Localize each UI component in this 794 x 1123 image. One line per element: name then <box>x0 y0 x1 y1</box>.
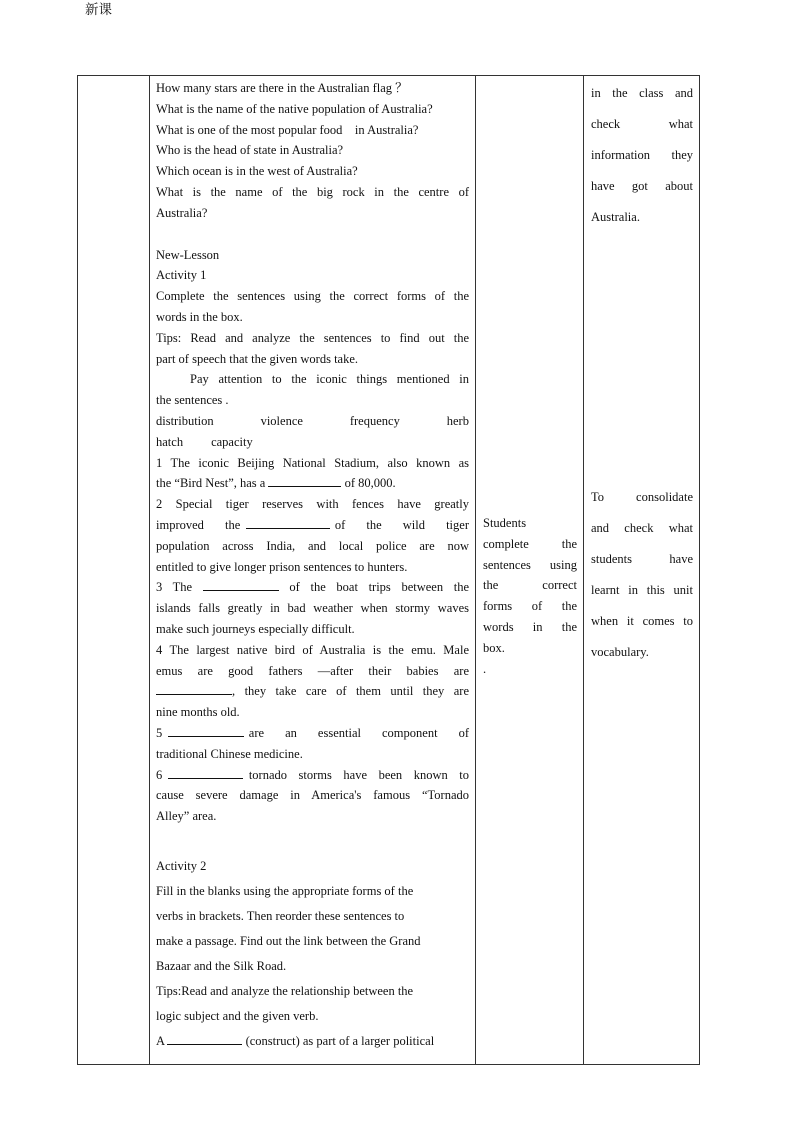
sentence-3-text-b: of the boat trips between the <box>289 580 470 595</box>
question-5: Which ocean is in the west of Australia? <box>156 164 358 179</box>
purpose-line: when it comes to <box>591 614 693 628</box>
word-box-item: violence <box>260 413 303 428</box>
word-box-item: frequency <box>349 413 400 428</box>
purpose-line: have got about <box>591 179 693 193</box>
student-activity-text <box>483 513 577 679</box>
purpose-line: vocabulary. <box>591 645 649 659</box>
table-row <box>78 76 700 1065</box>
fill-blank <box>168 723 244 737</box>
sentence-6-text-a: 6 <box>156 767 163 782</box>
student-line: sentences using <box>483 557 577 572</box>
word-box-item: capacity <box>211 434 253 449</box>
sentence-1-text-b: of 80,000. <box>344 476 396 491</box>
question-6-line-1: What is the name of the big rock in the centre of <box>156 184 469 199</box>
sentence-2-line-2 <box>156 515 469 536</box>
sentence-4-line-2: emus are good fathers —after their babies are <box>156 663 469 678</box>
fill-blank <box>168 765 243 779</box>
question-2: What is the name of the native population of Australia? <box>156 101 433 116</box>
word-box-row-2 <box>156 432 469 453</box>
sentence-3-line-1 <box>156 577 469 598</box>
word-box-item: distribution <box>156 413 214 428</box>
tips-1-line-3: Pay attention to the iconic things mentioned in <box>190 372 469 387</box>
sentence-1-line-2 <box>156 473 469 494</box>
stage-label: 新课 <box>85 2 112 18</box>
tips-1-line-2: part of speech that the given words take. <box>156 351 359 366</box>
tips-1-line-1: Tips: Read and analyze the sentences to find out the <box>156 330 469 345</box>
student-line: box. <box>483 640 505 655</box>
word-box-row-1 <box>156 411 469 432</box>
activity-2-instruction-line-3: make a passage. Find out the link between the Grand <box>156 933 421 948</box>
purpose-text-bottom <box>591 482 693 668</box>
student-line: the correct <box>483 578 577 593</box>
activity-1-instruction-line-2: words in the box. <box>156 309 243 324</box>
question-1: How many stars are there in the Australian flag ？ <box>156 81 408 95</box>
question-3: What is one of the most popular food in Australia? <box>156 122 419 137</box>
lesson-plan-table <box>77 2 700 1065</box>
sentence-2-line-1: 2 Special tiger reserves with fences have greatly <box>156 497 469 512</box>
question-6-line-2: Australia? <box>156 205 208 220</box>
sentence-5-line-1 <box>156 723 469 744</box>
sentence-4-line-4: nine months old. <box>156 705 240 720</box>
word-box-item: herb <box>446 413 469 428</box>
student-activity <box>476 76 583 1064</box>
activity-1-instruction-line-1: Complete the sentences using the correct forms of the <box>156 289 469 304</box>
new-lesson-heading: New-Lesson <box>156 247 220 262</box>
content-cell <box>150 76 476 1065</box>
student-activity-cell <box>476 76 584 1065</box>
sentence-2-line-3: population across India, and local police are now <box>156 538 469 553</box>
sentence-4-text-b: , they take care of them until they are <box>232 684 469 699</box>
sentence-6-line-1 <box>156 765 469 786</box>
purpose-line: information they <box>591 148 693 162</box>
design-purpose <box>584 76 699 1064</box>
sentence-4-line-3 <box>156 681 469 702</box>
purpose-line: and check what <box>591 521 693 535</box>
lesson-content <box>150 76 475 1054</box>
tips-2-line-2: logic subject and the given verb. <box>156 1008 319 1023</box>
sentence-6-text-b: tornado storms have been known to <box>248 767 470 782</box>
student-line: Students <box>483 516 527 530</box>
purpose-line: in the class and <box>591 86 693 100</box>
sentence-2-text-a: improved the <box>156 517 241 532</box>
fill-blank <box>156 681 232 695</box>
activity-2-sentence-a <box>156 1029 469 1054</box>
sentence-6-line-3: Alley” area. <box>156 809 217 824</box>
stage-cell <box>78 2 150 1065</box>
student-line: complete the <box>483 536 577 551</box>
student-line: . <box>483 661 487 676</box>
sentence-2-text-b: of the wild tiger <box>334 517 469 532</box>
sentence-a-label: A <box>156 1033 165 1048</box>
fill-blank <box>167 1031 242 1045</box>
sentence-1-line-1: 1 The iconic Beijing National Stadium, also known as <box>156 455 469 470</box>
sentence-5-line-2: traditional Chinese medicine. <box>156 746 303 761</box>
activity-2-instruction-line-4: Bazaar and the Silk Road. <box>156 958 287 973</box>
tips-2-line-1: Tips:Read and analyze the relationship between the <box>156 983 414 998</box>
purpose-line: learnt in this unit <box>591 583 693 597</box>
sentence-5-text-b: are an essential component of <box>248 725 470 740</box>
activity-2-instruction-line-2: verbs in brackets. Then reorder these sentences to <box>156 908 405 923</box>
sentence-3-line-2: islands falls greatly in bad weather when stormy waves <box>156 601 469 616</box>
fill-blank <box>268 473 341 487</box>
sentence-6-line-2: cause severe damage in America's famous “Tornado <box>156 788 469 803</box>
sentence-3-line-3: make such journeys especially difficult. <box>156 621 355 636</box>
purpose-line: students have <box>591 552 693 566</box>
question-4: Who is the head of state in Australia? <box>156 143 344 158</box>
fill-blank <box>203 577 279 591</box>
sentence-1-text-a: the “Bird Nest”, has a <box>156 476 266 491</box>
purpose-text-top <box>591 78 693 233</box>
sentence-2-line-4: entitled to give longer prison sentences to hunters. <box>156 559 408 574</box>
sentence-a-text: (construct) as part of a larger political <box>245 1033 435 1048</box>
student-line: forms of the <box>483 599 577 614</box>
activity-2-title: Activity 2 <box>156 858 207 873</box>
sentence-5-text-a: 5 <box>156 725 163 740</box>
purpose-line: check what <box>591 117 693 131</box>
fill-blank <box>246 515 330 529</box>
tips-1-line-4: the sentences . <box>156 393 229 408</box>
word-box-item: hatch <box>156 434 184 449</box>
activity-2-instruction-line-1: Fill in the blanks using the appropriate forms of the <box>156 883 414 898</box>
activity-1-title: Activity 1 <box>156 268 207 283</box>
purpose-cell <box>584 76 700 1065</box>
purpose-line: To consolidate <box>591 490 693 504</box>
student-line: words in the <box>483 619 577 634</box>
sentence-3-text-a: 3 The <box>156 580 193 595</box>
sentence-4-line-1: 4 The largest native bird of Australia is the emu. Male <box>156 642 469 657</box>
purpose-line: Australia. <box>591 210 640 224</box>
activity-2-block <box>156 854 469 1054</box>
